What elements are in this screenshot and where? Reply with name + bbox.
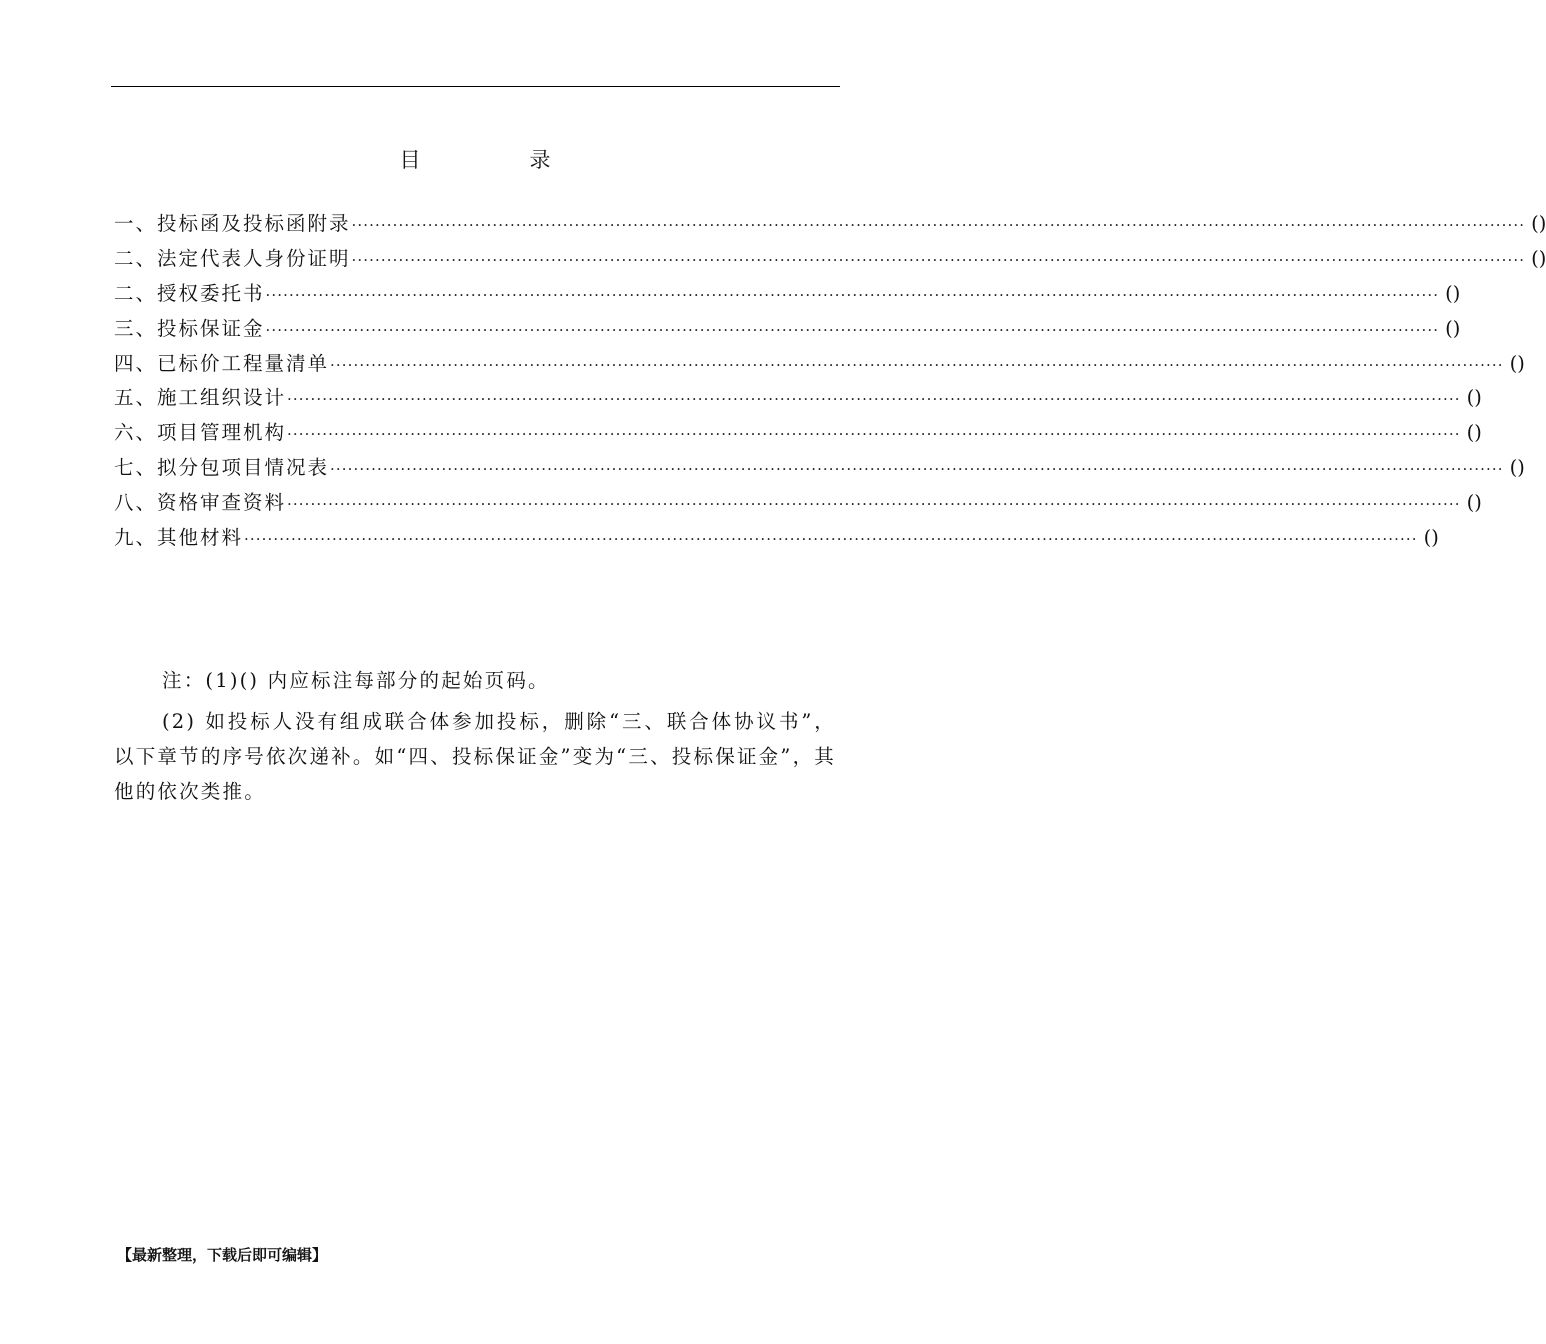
- toc-entry-page: (): [1445, 316, 1461, 340]
- toc-entry: [114, 243, 1546, 278]
- toc-entry-page: (): [1423, 526, 1439, 550]
- toc-leader: ········································································································································································································: [351, 216, 1526, 234]
- toc-entry-label: 六、项目管理机构: [114, 421, 287, 445]
- toc-entry: [114, 522, 1439, 557]
- header-rule: [111, 86, 840, 87]
- toc-entry-label: 一、投标函及投标函附录: [114, 212, 351, 235]
- toc-entry-page: (): [1466, 491, 1482, 515]
- toc-leader: ········································································································································································································: [287, 390, 1461, 409]
- toc-entry-page: (): [1445, 281, 1461, 305]
- toc-entry: [114, 487, 1482, 522]
- toc-entry: [114, 313, 1461, 348]
- toc-entry: [114, 417, 1482, 452]
- toc-leader: ········································································································································································································: [265, 320, 1440, 339]
- toc-title: 目 录: [399, 148, 595, 172]
- footer-note: 【最新整理，下载后即可编辑】: [117, 1246, 328, 1264]
- toc-leader: ········································································································································································································: [287, 425, 1461, 444]
- toc-entry-label: 八、资格审查资料: [114, 491, 287, 515]
- note-paragraph-2: (2) 如投标人没有组成联合体参加投标，删除“三、联合体协议书”，以下章节的序号依次递补。如“四、投标保证金”变为“三、投标保证金”，其他的依次类推。: [114, 710, 836, 803]
- toc-entry: [114, 452, 1525, 487]
- toc-leader: ········································································································································································································: [265, 285, 1440, 304]
- toc-entry: [114, 208, 1546, 243]
- toc-entry-page: (): [1531, 212, 1546, 235]
- toc-entry-label: 五、施工组织设计: [114, 386, 287, 410]
- toc-entry: [114, 348, 1525, 383]
- toc-entry-page: (): [1466, 386, 1482, 410]
- toc-entry-label: 二、法定代表人身份证明: [114, 246, 351, 270]
- toc-leader: ········································································································································································································: [244, 530, 1418, 549]
- toc-entry-label: 二、授权委托书: [114, 281, 265, 305]
- toc-entry: [114, 278, 1461, 313]
- table-of-contents: [114, 208, 1546, 557]
- toc-entry-page: (): [1531, 246, 1546, 270]
- toc-leader: ········································································································································································································: [287, 495, 1461, 514]
- toc-entry-page: (): [1509, 456, 1525, 480]
- toc-entry-label: 七、拟分包项目情况表: [114, 456, 330, 480]
- toc-entry-label: 三、投标保证金: [114, 316, 265, 340]
- toc-entry: [114, 382, 1482, 417]
- toc-entry-label: 四、已标价工程量清单: [114, 351, 330, 375]
- toc-entry-label: 九、其他材料: [114, 526, 244, 550]
- toc-entry-page: (): [1466, 421, 1482, 445]
- toc-entry-page: (): [1509, 351, 1525, 375]
- toc-leader: ········································································································································································································: [330, 460, 1504, 479]
- note-paragraph-1: 注：(1)() 内应标注每部分的起始页码。: [162, 669, 550, 692]
- toc-leader: ········································································································································································································: [351, 250, 1526, 269]
- toc-leader: ········································································································································································································: [330, 355, 1504, 374]
